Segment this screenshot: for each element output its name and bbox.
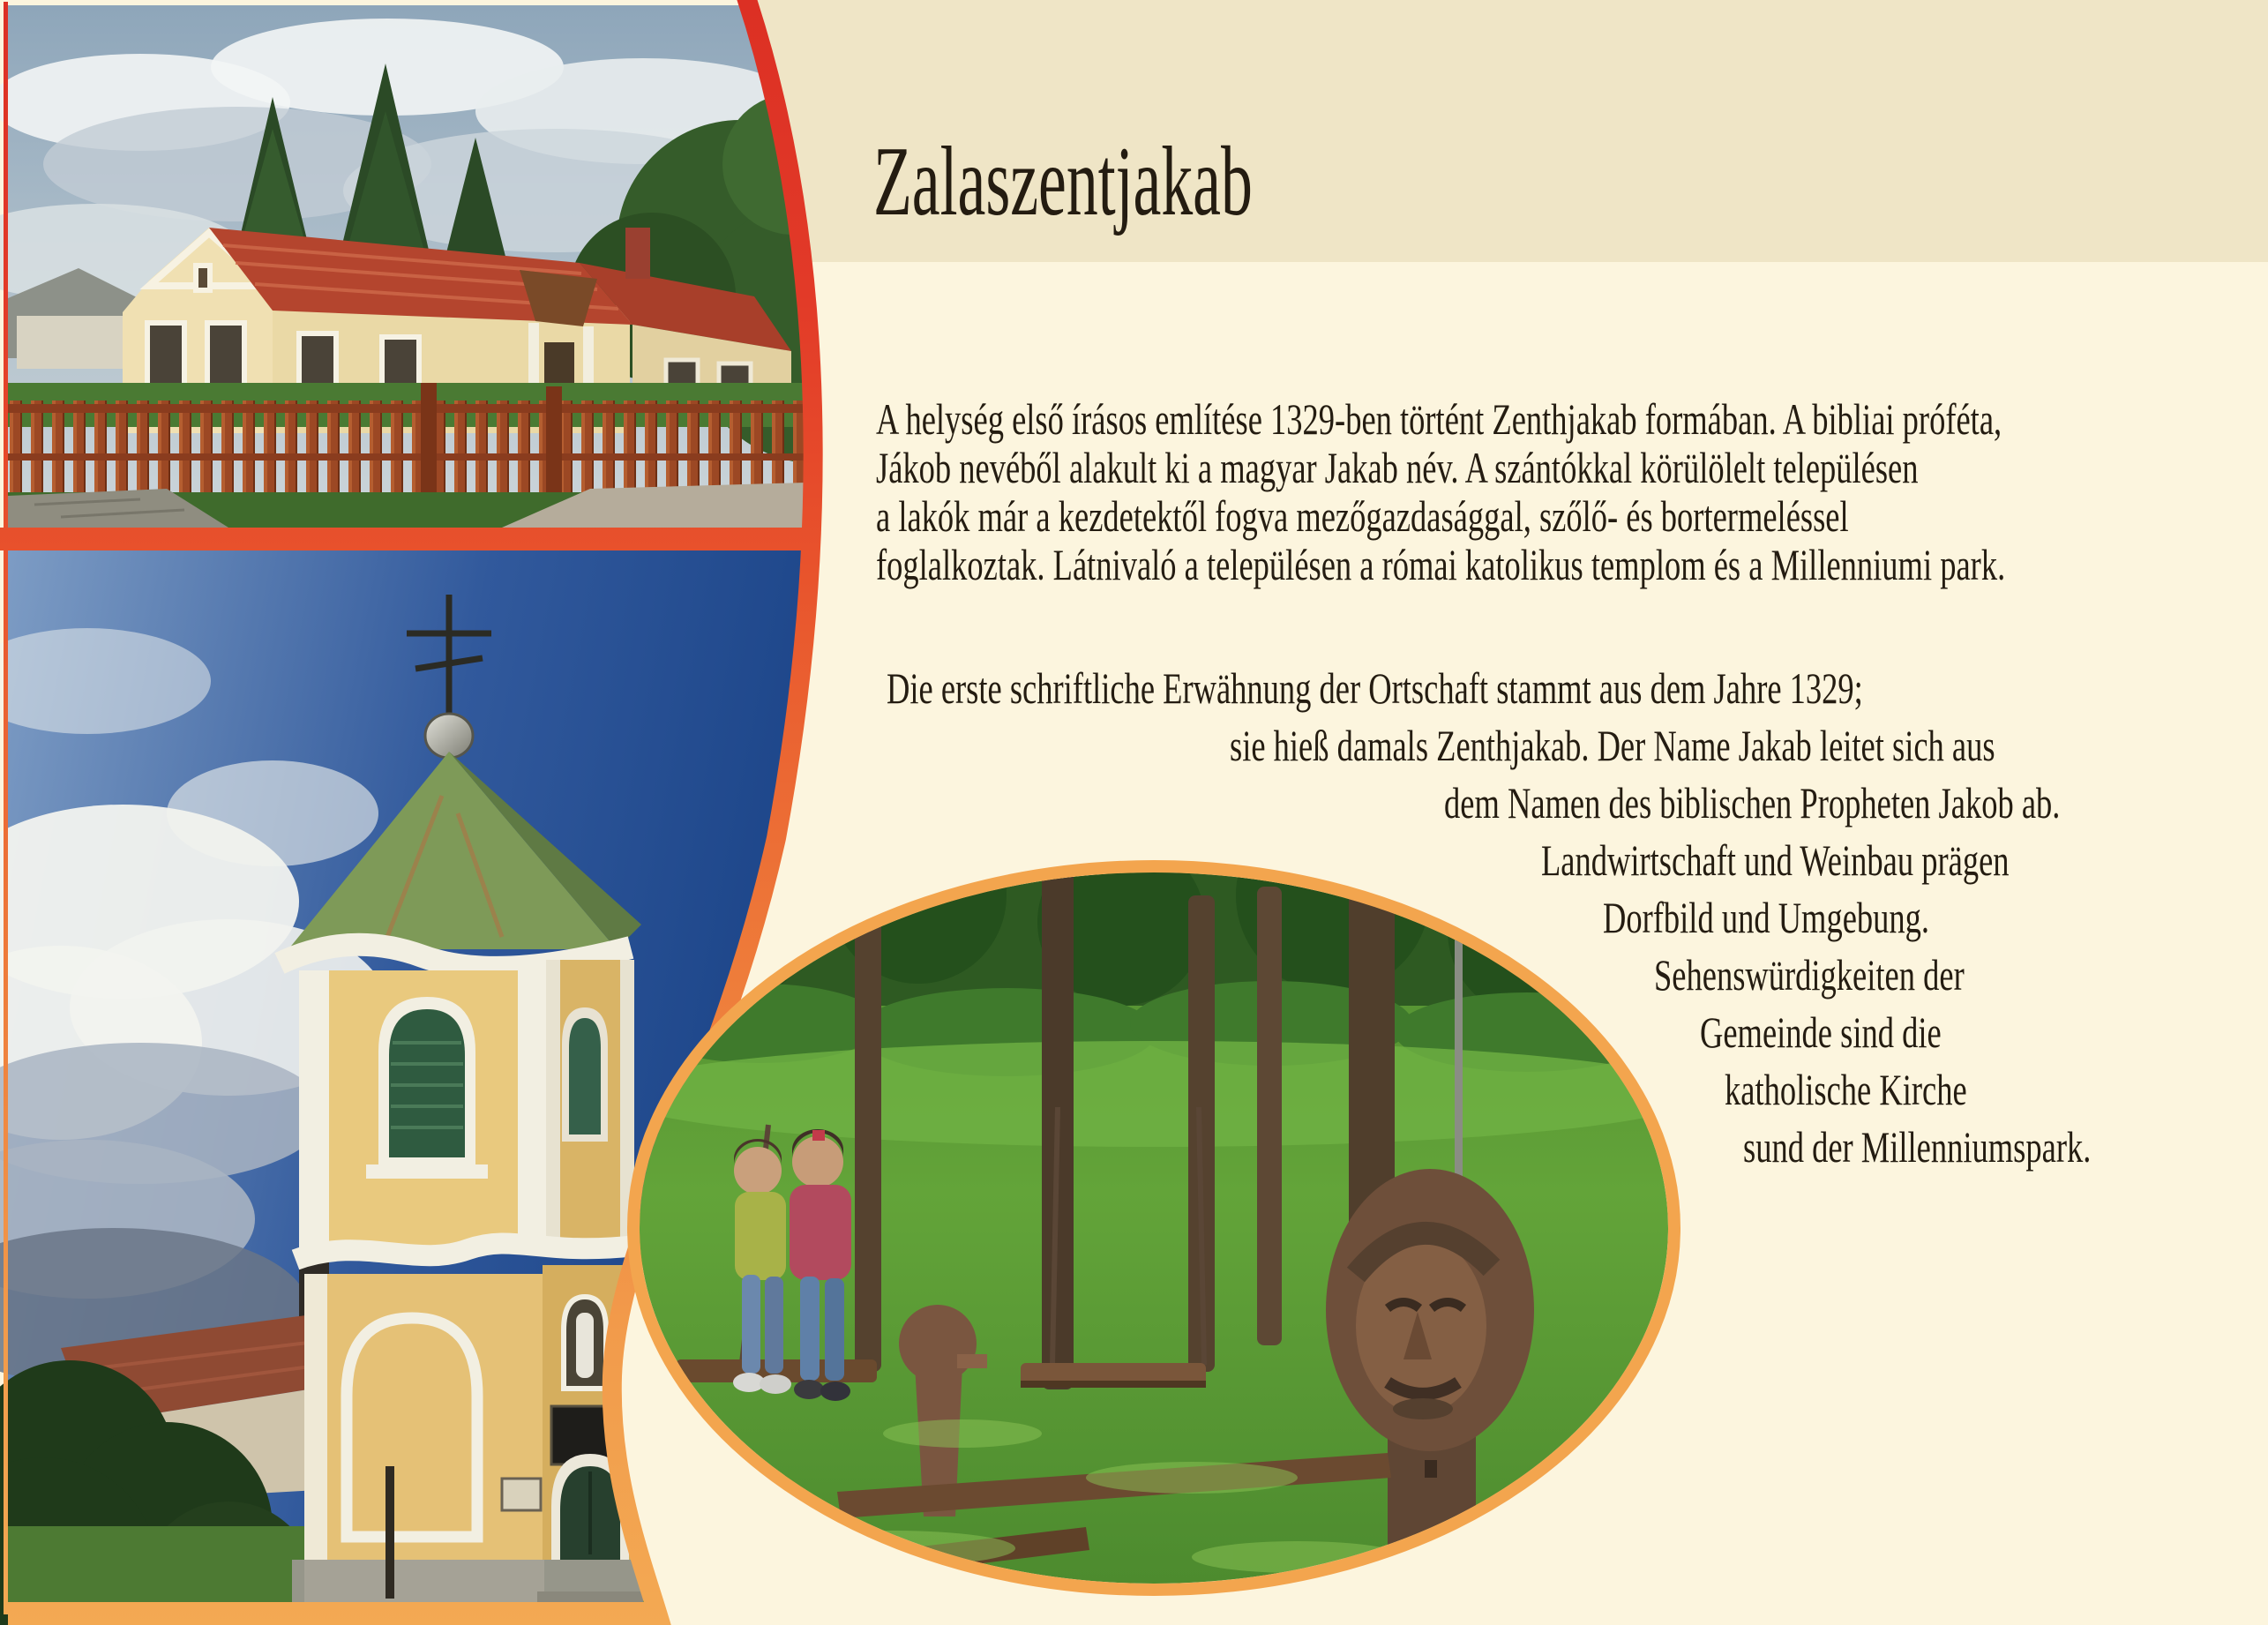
german-line: katholische Kirche: [1725, 1065, 1967, 1114]
german-line: sund der Millenniumspark.: [1743, 1122, 2092, 1172]
park-photo-oval: [627, 860, 1680, 1596]
german-line: Die erste schriftliche Erwähnung der Ortschaft stammt aus dem Jahre 1329;: [887, 663, 1863, 713]
german-line: Dorfbild und Umgebung.: [1603, 893, 1930, 942]
hungarian-line: foglalkoztak. Látnivaló a településen a római katolikus templom és a Millenniumi park.: [876, 540, 2006, 589]
german-line: Landwirtschaft und Weinbau prägen: [1541, 835, 2010, 885]
page-title: Zalaszentjakab: [873, 127, 1253, 236]
hungarian-line: A helység első írásos említése 1329-ben történt Zenthjakab formában. A bibliai próféta,: [876, 394, 2002, 444]
hungarian-line: a lakók már a kezdetektől fogva mezőgazdasággal, szőlő- és bortermeléssel: [876, 491, 1849, 541]
german-line: Sehenswürdigkeiten der: [1654, 950, 1965, 1000]
house-photo: [0, 5, 865, 528]
hungarian-line: Jákob nevéből alakult ki a magyar Jakab név. A szántókkal körülölelt településen: [876, 443, 1919, 492]
german-line: dem Namen des biblischen Propheten Jakob ab.: [1444, 778, 2061, 827]
german-line: sie hieß damals Zenthjakab. Der Name Jakab leitet sich aus: [1230, 721, 1995, 770]
german-line: Gemeinde sind die: [1700, 1007, 1942, 1057]
